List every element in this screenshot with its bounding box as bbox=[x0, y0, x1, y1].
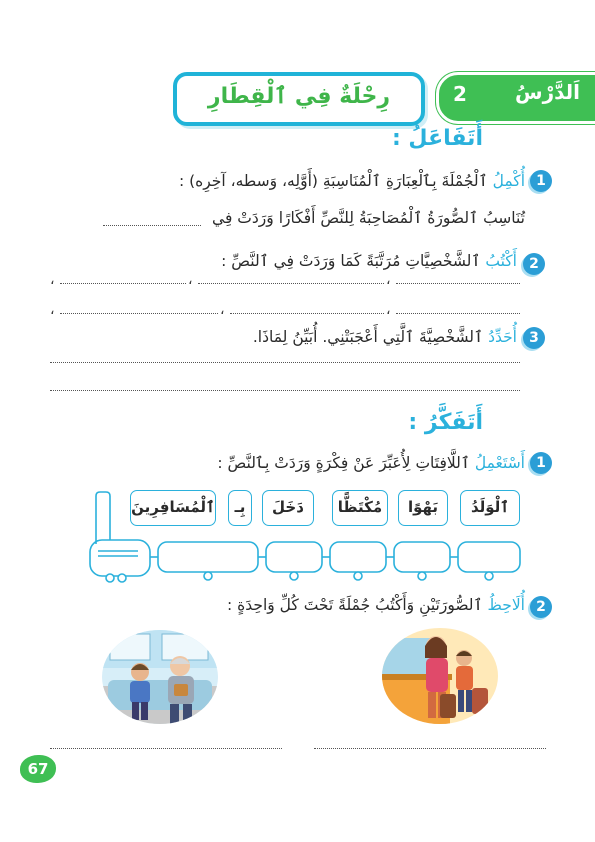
answer-line[interactable] bbox=[396, 283, 520, 284]
train-car bbox=[330, 542, 386, 572]
answer-line[interactable] bbox=[50, 362, 520, 363]
comma: ، bbox=[50, 302, 55, 318]
word-card[interactable]: ٱلْوَلَدُ bbox=[460, 490, 520, 526]
station-counter-illustration bbox=[380, 618, 500, 728]
question-3-verb: أُحَدِّدُ bbox=[488, 328, 517, 346]
section-heading-think: أَتَفَكَّرُ : bbox=[408, 410, 483, 435]
answer-line[interactable] bbox=[314, 748, 546, 749]
question-2-verb: أَكْتُبُ bbox=[485, 252, 517, 270]
word-card[interactable]: ٱلْمُسَافِرِينَ bbox=[130, 490, 216, 526]
answer-line[interactable] bbox=[60, 283, 186, 284]
comma: ، bbox=[188, 272, 193, 288]
section2-question-2-text bbox=[227, 594, 525, 616]
page-number: 67 bbox=[20, 755, 56, 783]
question-number-badge: 2 bbox=[530, 596, 552, 618]
word-card[interactable]: مُكْتَظًّا bbox=[332, 490, 388, 526]
section2-question-2-instruction: ٱلصُّورَتَيْنِ وَأَكْتُبُ جُمْلَةً تَحْتَ كُلِّ وَاحِدَةٍ : bbox=[226, 596, 483, 614]
page-title: رِحْلَةٌ فِي ٱلْقِطَارِ bbox=[207, 84, 391, 109]
engine-chimney bbox=[96, 492, 110, 544]
question-1-verb: أُكْمِلُ bbox=[492, 172, 525, 190]
word-card[interactable]: دَخَلَ bbox=[262, 490, 314, 526]
question-number-badge: 3 bbox=[523, 327, 545, 349]
question-number-badge: 1 bbox=[530, 170, 552, 192]
lesson-number: 2 bbox=[453, 82, 467, 106]
word-card[interactable]: بَهْوًا bbox=[398, 490, 448, 526]
question-number-badge: 1 bbox=[530, 452, 552, 474]
question-number-badge: 2 bbox=[523, 253, 545, 275]
train-car bbox=[266, 542, 322, 572]
comma: ، bbox=[386, 272, 391, 288]
answer-line[interactable] bbox=[396, 313, 520, 314]
lesson-label: اَلدَّرْسُ bbox=[514, 80, 580, 104]
answer-line[interactable] bbox=[50, 748, 282, 749]
train-car bbox=[458, 542, 520, 572]
question-1-sentence: تُنَاسِبُ ٱلصُّورَةُ ٱلْمُصَاحِبَةُ لِلنَّصِّ أَفْكَارًا وَرَدَتْ فِي bbox=[212, 209, 525, 227]
question-2-instruction: ٱلشَّخْصِيَّاتِ مُرَتَّبَةً كَمَا وَرَدَتْ فِي ٱلنَّصِّ : bbox=[221, 252, 481, 270]
question-2-text bbox=[221, 250, 517, 272]
comma: ، bbox=[220, 302, 225, 318]
section2-question-1-text bbox=[217, 452, 525, 474]
section2-question-1-instruction: ٱللَّافِتَاتِ لِأُعَبِّرَ عَنْ فِكْرَةٍ وَرَدَتْ بِٱلنَّصِّ : bbox=[217, 454, 470, 472]
question-3-text bbox=[253, 326, 517, 348]
section-heading-interact: أَتَفَاعَلُ : bbox=[391, 126, 483, 151]
answer-line[interactable] bbox=[230, 313, 384, 314]
answer-line[interactable] bbox=[50, 390, 520, 391]
answer-line[interactable] bbox=[198, 283, 384, 284]
answer-line[interactable] bbox=[103, 225, 201, 226]
word-card[interactable]: بِـ bbox=[228, 490, 252, 526]
question-1-text bbox=[179, 170, 525, 192]
question-1-instruction: ٱلْجُمْلَةَ بِٱلْعِبَارَةِ ٱلْمُنَاسِبَةِ (أَوَّلِه، وَسطه، آخِرِه) : bbox=[178, 172, 488, 190]
comma: ، bbox=[386, 302, 391, 318]
train-car bbox=[158, 542, 258, 572]
train-illustration bbox=[86, 490, 526, 590]
train-passengers-illustration bbox=[100, 628, 220, 726]
comma: ، bbox=[50, 272, 55, 288]
section2-question-2-verb: أُلَاحِظُ bbox=[487, 596, 525, 614]
answer-line[interactable] bbox=[60, 313, 218, 314]
question-3-instruction: ٱلشَّخْصِيَّةَ ٱلَّتِي أَعْجَبَتْنِي. أُبَيِّنُ لِمَاذَا. bbox=[252, 328, 484, 346]
train-car bbox=[394, 542, 450, 572]
section2-question-1-verb: أَسْتَعْمِلُ bbox=[474, 454, 525, 472]
engine-body bbox=[90, 540, 150, 576]
